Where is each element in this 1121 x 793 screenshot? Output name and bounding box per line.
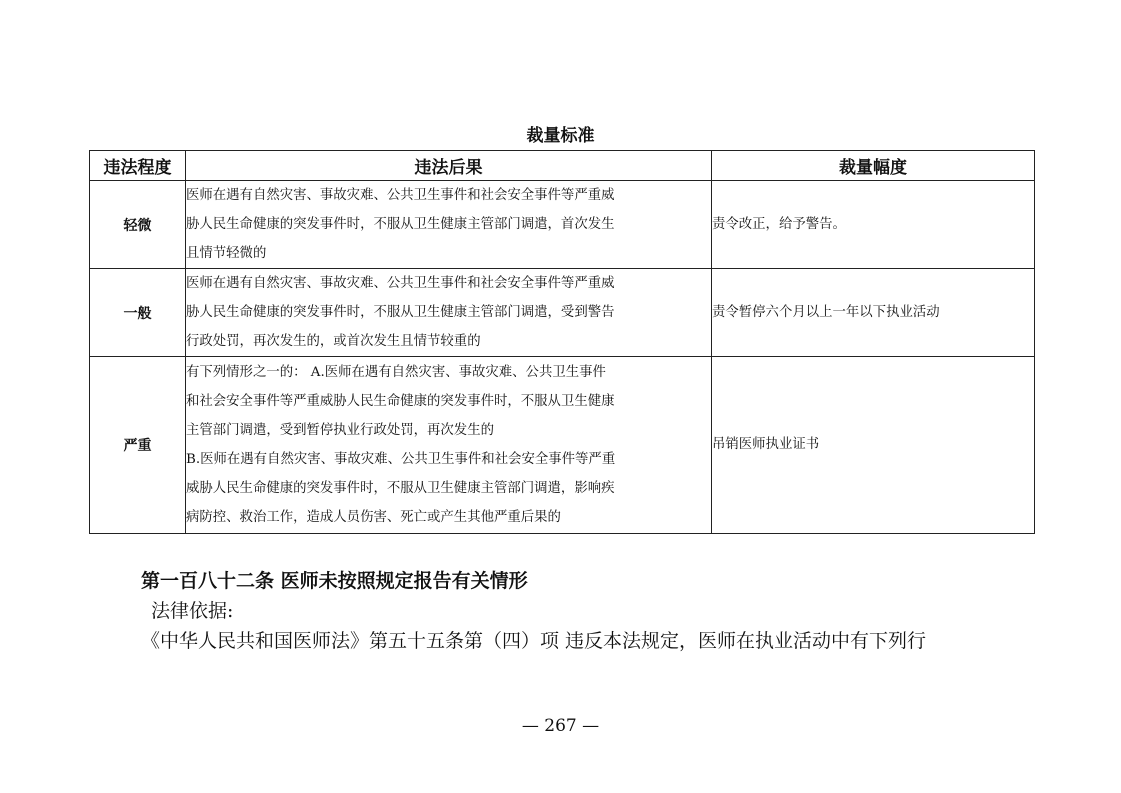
consequence-line: 胁人民生命健康的突发事件时，不服从卫生健康主管部门调遣，受到警告: [186, 305, 615, 320]
row-consequence: [186, 181, 712, 269]
consequence-line: 胁人民生命健康的突发事件时，不服从卫生健康主管部门调遣，首次发生: [186, 217, 615, 232]
consequence-line: 病防控、救治工作，造成人员伤害、死亡或产生其他严重后果的: [186, 510, 561, 525]
table-row: [90, 181, 1035, 269]
header-violation-degree: 违法程度: [90, 151, 186, 181]
legal-basis-text: 《中华人民共和国医师法》第五十五条第（四）项 违反本法规定，医师在执业活动中有下列行: [141, 630, 927, 652]
legal-basis-label: 法律依据:: [151, 600, 234, 622]
header-violation-consequence: 违法后果: [186, 151, 712, 181]
row-range: 责令暂停六个月以上一年以下执业活动: [712, 269, 1035, 357]
consequence-line: 主管部门调遣，受到暂停执业行政处罚，再次发生的: [186, 423, 494, 438]
consequence-line: 行政处罚，再次发生的，或首次发生且情节较重的: [186, 334, 481, 349]
row-level: 一般: [90, 269, 186, 357]
row-range: 吊销医师执业证书: [712, 357, 1035, 534]
consequence-line: 医师在遇有自然灾害、事故灾难、公共卫生事件和社会安全事件等严重威: [186, 276, 615, 291]
table-header-row: [90, 151, 1035, 181]
row-consequence: [186, 357, 712, 534]
discretion-standard-table: [89, 150, 1035, 534]
consequence-line: 威胁人民生命健康的突发事件时，不服从卫生健康主管部门调遣，影响疾: [186, 481, 615, 496]
header-discretion-range: 裁量幅度: [712, 151, 1035, 181]
article-heading: 第一百八十二条 医师未按照规定报告有关情形: [141, 570, 528, 592]
row-level: 严重: [90, 357, 186, 534]
consequence-line: 有下列情形之一的： A.医师在遇有自然灾害、事故灾难、公共卫生事件: [186, 365, 606, 380]
consequence-line: 和社会安全事件等严重威胁人民生命健康的突发事件时，不服从卫生健康: [186, 394, 615, 409]
table-row: [90, 357, 1035, 534]
consequence-line: 且情节轻微的: [186, 246, 267, 261]
row-level: 轻微: [90, 181, 186, 269]
consequence-line: B.医师在遇有自然灾害、事故灾难、公共卫生事件和社会安全事件等严重: [186, 452, 616, 467]
row-consequence: [186, 269, 712, 357]
table-row: [90, 269, 1035, 357]
table-title: 裁量标准: [526, 126, 595, 146]
row-range: 责令改正，给予警告。: [712, 181, 1035, 269]
page-number: — 267 —: [521, 716, 600, 736]
consequence-line: 医师在遇有自然灾害、事故灾难、公共卫生事件和社会安全事件等严重威: [186, 188, 615, 203]
